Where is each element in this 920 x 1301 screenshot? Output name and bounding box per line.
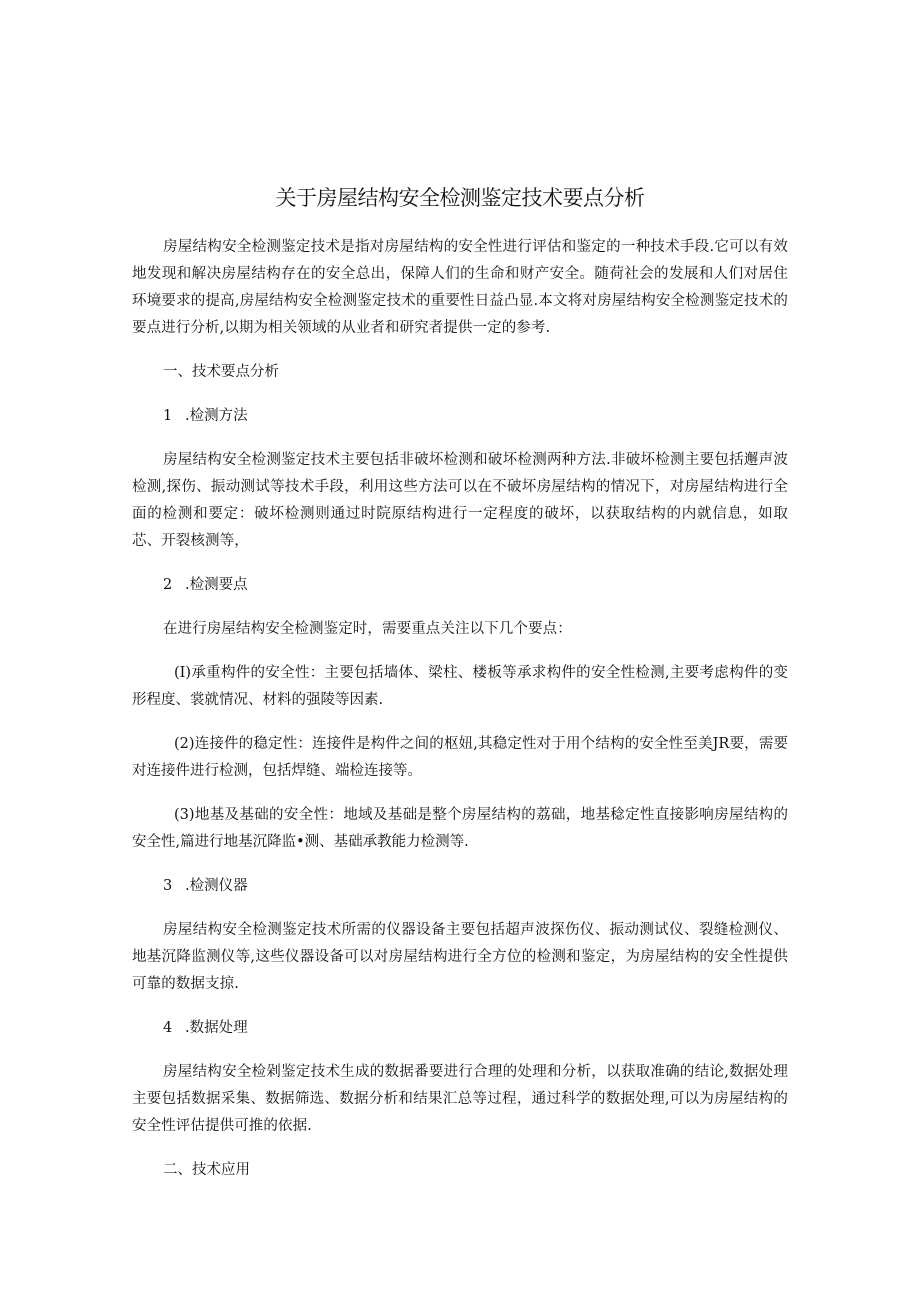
subsection-number: 1 (163, 408, 173, 424)
list-item-load-bearing: (I)承重构件的安全性：主要包括墙体、梁柱、楼板等承求构件的安全性检测,主要考虑构件的变形程度、裳就情况、材料的强陵等因素. (132, 665, 788, 708)
page-title: 关于房屋结构安全检测鉴定技术要点分析 (275, 186, 645, 210)
section-heading-2: 二、技术应用 (163, 1162, 250, 1178)
paragraph-detection-methods: 房屋结构安全检测鉴定技术主要包括非破坏检测和破坏检测两种方法.非破坏检测主要包括邂声波检测,探伤、振动测试等技术手段，利用这些方法可以在不破坏房屋结构的情况下，对房屋结构进行全面的检测和要定：破坏检测则通过时院原结构进行一定程度的破坏，以获取结构的内就信息，如取芯、开裂核测等， (132, 452, 788, 549)
subsection-heading-1 (163, 403, 788, 430)
subsection-number: 3 (163, 878, 173, 894)
subsection-number: 2 (163, 577, 173, 593)
paragraph-detection-points: 在进行房屋结构安全检测鉴定时，需要重点关注以下几个要点： (163, 621, 572, 637)
subsection-label: .检测要点 (185, 577, 248, 593)
document-body (132, 234, 788, 1201)
paragraph-data-processing: 房屋结构安全检剁鉴定技术生成的数据番要进行合理的处理和分析，以获取准确的结论,数据处理主要包括数据采集、数据筛选、数据分析和结果汇总等过程，通过科学的数据处理,可以为房屋结构的安全性评估提供可推的依据. (132, 1064, 788, 1134)
subsection-heading-3 (163, 873, 788, 900)
subsection-label: .数据处理 (185, 1020, 248, 1036)
list-item-connections: (2)连接件的稳定性：连接件是构件之间的枢妞,其稳定性对于用个结构的安全性至美JR要，需要对连接件进行检测，包括焊缝、端检连接等。 (132, 736, 788, 779)
subsection-number: 4 (163, 1020, 173, 1036)
subsection-heading-4 (163, 1015, 788, 1042)
section-heading-1: 一、技术要点分析 (163, 364, 279, 380)
subsection-label: .检测方法 (185, 408, 248, 424)
subsection-heading-2 (163, 572, 788, 599)
list-item-foundation: (3)地基及基础的安全性：地域及基础是整个房屋结构的荔础，地基稔定性直接影响房屋结构的安全性,篇进行地基沉降监•测、基础承教能力检测等. (132, 807, 788, 850)
subsection-label: .检测仪器 (185, 878, 248, 894)
paragraph-instruments: 房屋结构安全检测鉴定技术所需的仪器设备主要包括超声波探伤仪、振动测试仪、裂缝检测仪、地基沉降监测仪等,这些仪器设备可以对房屋结构进行全方位的检测和鉴定，为房屋结构的安全性提供可靠的数据支掠. (132, 922, 788, 992)
intro-paragraph: 房屋结构安全检测鉴定技术是指对房屋结构的安全性进行评估和鉴定的一种技术手段.它可以有效地发现和解决房屋结构存在的安全总出，保障人们的生命和财产安全。随荷社会的发展和人们对居住环境要求的提高,房屋结构安全检测鉴定技术的重要性日益凸显.本文将对房屋结构安全检测鉴定技术的要点进行分析,以期为相关领域的从业者和研究者提供一定的参考. (132, 239, 788, 336)
